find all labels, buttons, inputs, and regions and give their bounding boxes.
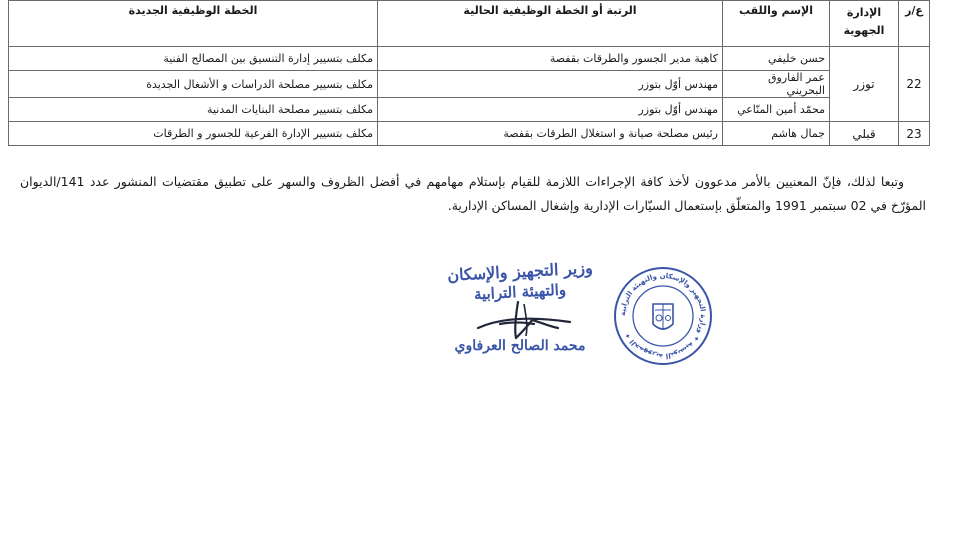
cell-rank: رئيس مصلحة صيانة و استغلال الطرقات بقفصة bbox=[378, 122, 723, 146]
table-row bbox=[9, 98, 930, 122]
cell-new-position: مكلف بتسيير إدارة التنسيق بين المصالح الفنية bbox=[9, 47, 378, 71]
body-paragraph bbox=[20, 170, 926, 218]
cell-new-position: مكلف بتسيير مصلحة البنايات المدنية bbox=[9, 98, 378, 122]
table-header-row bbox=[9, 1, 930, 47]
table-row bbox=[9, 122, 930, 146]
header-name: الإسم واللقب bbox=[723, 1, 830, 47]
cell-new-position: مكلف بتسيير مصلحة الدراسات و الأشغال الجديدة bbox=[9, 71, 378, 98]
signatory-name: محمد الصالح العرفاوي bbox=[454, 338, 586, 354]
cell-rank: كاهية مدير الجسور والطرقات بقفصة bbox=[378, 47, 723, 71]
cell-name: حسن خليفي bbox=[723, 47, 830, 71]
table-row bbox=[9, 71, 930, 98]
handwritten-signature-icon bbox=[470, 298, 580, 342]
cell-number: 22 bbox=[899, 47, 930, 122]
cell-new-position: مكلف بتسيير الإدارة الفرعية للجسور و الطرقات bbox=[9, 122, 378, 146]
seal-ring-text: الجمهورية التونسية ✦ وزارة التجهيز والإسكان والتهيئة الترابية ✦ bbox=[618, 271, 708, 361]
cell-name: جمال هاشم bbox=[723, 122, 830, 146]
official-seal-icon bbox=[613, 266, 713, 366]
assignments-table bbox=[8, 0, 930, 146]
cell-rank: مهندس أوّل بتوزر bbox=[378, 71, 723, 98]
cell-number: 23 bbox=[899, 122, 930, 146]
table-row bbox=[9, 47, 930, 71]
cell-region: قبلي bbox=[830, 122, 899, 146]
header-region: الإدارة الجهوية bbox=[830, 1, 899, 47]
header-number: ع/ر bbox=[899, 1, 930, 47]
cell-rank: مهندس أوّل بتوزر bbox=[378, 98, 723, 122]
signature-block bbox=[430, 258, 610, 372]
header-new-position: الخطة الوظيفية الجديدة bbox=[9, 1, 378, 47]
minister-title-line1: وزير التجهيز والإسكان bbox=[446, 258, 594, 285]
minister-title-line2: والتهيئة الترابية bbox=[473, 280, 567, 304]
header-rank: الرتبة أو الخطة الوظيفية الحالية bbox=[378, 1, 723, 47]
cell-region: توزر bbox=[830, 47, 899, 122]
paragraph-text: وتبعا لذلك، فإنّ المعنيين بالأمر مدعوون لأخذ كافة الإجراءات اللازمة للقيام بإستلام مهامهم في أفضل الظروف والسهر على تطبيق مقتضيات المنشور عدد 141/الديوان المؤرّخ في 02 سبتمبر 1991 والمتعلّق بإستعمال السيّارات الإدارية وإشغال المساكن الإدارية. bbox=[20, 174, 926, 213]
cell-name: عمر الفاروق البحريني bbox=[723, 71, 830, 98]
cell-name: محمّد أمين المنّاعي bbox=[723, 98, 830, 122]
